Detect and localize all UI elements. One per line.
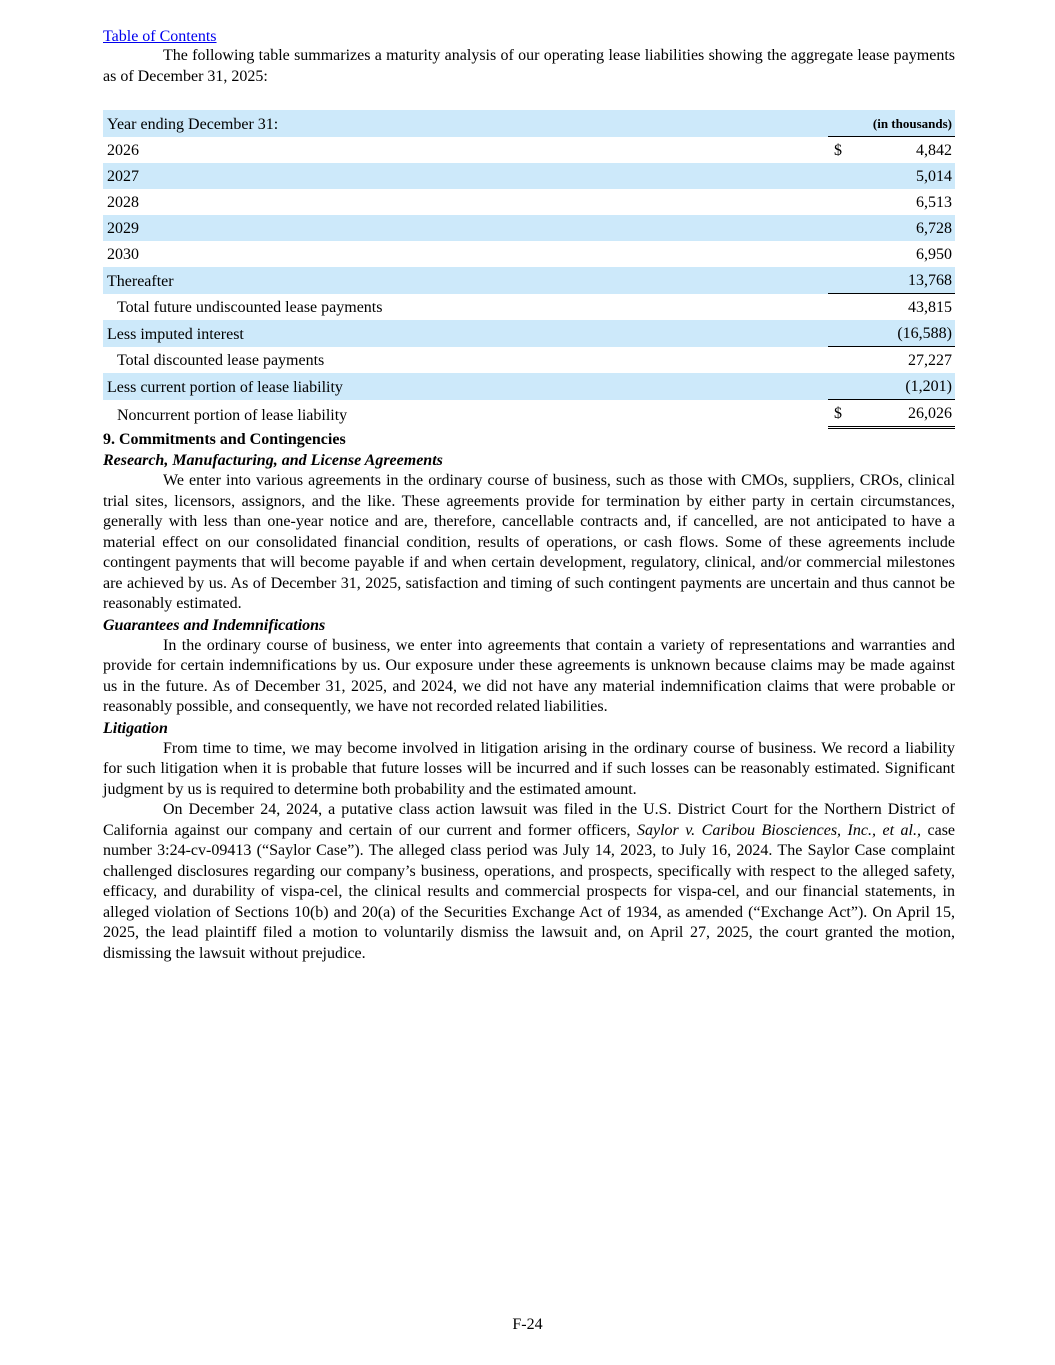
amount-cell: (1,201) bbox=[860, 373, 955, 400]
table-row: Noncurrent portion of lease liability $ 26,026 bbox=[103, 400, 955, 428]
table-row: Thereafter 13,768 bbox=[103, 267, 955, 294]
litigation-paragraph-2-text: case number 3:24-cv-09413 (“Saylor Case”). The alleged class period was July 14, 2023, to July 16, 2024. The Saylor Case complaint challenged disclosures regarding our company’s business, operations, and prospects, specifically with respect to the alleged safety, efficacy, and durability of vispa-cel, the clinical results and commercial prospects for vispa-cel, and our financial statements, in alleged violation of Sections 10(b) and 20(a) of the Securities Exchange Act of 1934, as amended (“Exchange Act”). On April 15, 2025, the lead plaintiff filed a motion to voluntarily dismiss the lawsuit and, on April 27, 2025, the court granted the motion, dismissing the lawsuit without prejudice. bbox=[103, 821, 956, 962]
case-name-italic: Saylor v. Caribou Biosciences, Inc., et al., bbox=[636, 821, 921, 839]
litigation-paragraph-1: From time to time, we may become involved in litigation arising in the ordinary course of business. We record a liability for such litigation when it is probable that future losses will be incurred and if such losses can be reasonably estimated. Significant judgment by us is required to determine both probability and the estimated amount. bbox=[103, 739, 955, 798]
amount-cell: 5,014 bbox=[916, 168, 952, 185]
litigation-paragraph-2 bbox=[103, 800, 955, 964]
lease-maturity-table bbox=[103, 110, 955, 429]
research-agreements-paragraph: We enter into various agreements in the ordinary course of business, such as those with CMOs, suppliers, CROs, clinical trial sites, licensors, assignors, and the like. These agreements provide for termination by either party in certain circumstances, generally with less than one-year notice and are, therefore, cancellable contracts and, if cancelled, are not anticipated to have a material effect on our consolidated financial condition, results of operations, or cash flows. Some of these agreements include contingent payments that will become payable if and when certain development, regulatory, clinical, and/or commercial milestones are achieved by us. As of December 31, 2025, satisfaction and timing of such contingent payments are uncertain and thus cannot be reasonably estimated. bbox=[103, 472, 955, 612]
amount-cell: 27,227 bbox=[908, 352, 952, 369]
amount-cell: (16,588) bbox=[860, 320, 955, 347]
table-row: Total future undiscounted lease payments 43,815 bbox=[103, 294, 955, 321]
dollar-sign bbox=[828, 373, 860, 400]
table-units-label: (in thousands) bbox=[828, 110, 955, 137]
table-of-contents-link[interactable]: Table of Contents bbox=[103, 28, 217, 45]
table-row: 2029 6,728 bbox=[103, 215, 955, 241]
dollar-sign bbox=[828, 294, 860, 321]
dollar-sign bbox=[828, 267, 860, 294]
table-row: 2030 6,950 bbox=[103, 241, 955, 267]
table-row: 2028 6,513 bbox=[103, 189, 955, 215]
dollar-sign bbox=[828, 320, 860, 347]
table-row: Less current portion of lease liability (1,201) bbox=[103, 373, 955, 400]
amount-cell: 26,026 bbox=[860, 400, 955, 428]
section-heading-commitments: 9. Commitments and Contingencies bbox=[103, 431, 346, 448]
amount-cell: 13,768 bbox=[860, 267, 955, 294]
table-header-row bbox=[103, 110, 955, 137]
intro-paragraph: The following table summarizes a maturity analysis of our operating lease liabilities showing the aggregate lease payments as of December 31, 2025: bbox=[103, 47, 955, 85]
dollar-sign bbox=[828, 189, 860, 215]
table-row: 2026 $ 4,842 bbox=[103, 137, 955, 164]
dollar-sign bbox=[828, 241, 860, 267]
dollar-sign: $ bbox=[834, 142, 842, 159]
sub-heading-research-agreements: Research, Manufacturing, and License Agreements bbox=[103, 452, 443, 469]
table-row: 2027 5,014 bbox=[103, 163, 955, 189]
table-row: Total discounted lease payments 27,227 bbox=[103, 347, 955, 374]
amount-cell: 6,513 bbox=[916, 194, 952, 211]
page-number: F-24 bbox=[512, 1316, 543, 1333]
litigation-paragraph-2-text: On December 24, 2024, a putative class action lawsuit was filed in the U.S. District Court for the Northern District of California against our company and certain of our current and former officers, bbox=[103, 801, 955, 839]
dollar-sign: $ bbox=[828, 400, 860, 428]
sub-heading-litigation: Litigation bbox=[103, 719, 168, 737]
amount-cell: 6,728 bbox=[916, 220, 952, 237]
dollar-sign bbox=[828, 347, 860, 374]
dollar-sign bbox=[828, 163, 860, 189]
amount-cell: 4,842 bbox=[916, 142, 952, 159]
amount-cell: 6,950 bbox=[916, 246, 952, 263]
amount-cell: 43,815 bbox=[908, 299, 952, 316]
table-header-label: Year ending December 31: bbox=[107, 115, 279, 133]
guarantees-paragraph: In the ordinary course of business, we enter into agreements that contain a variety of representations and warranties and provide for certain indemnifications by us. Our exposure under these agreements is unknown because claims may be made against us in the future. As of December 31, 2025, and 2024, we did not have any material indemnification claims that were probable or reasonably possible, and consequently, we have not recorded related liabilities. bbox=[103, 636, 955, 715]
table-row: Less imputed interest (16,588) bbox=[103, 320, 955, 347]
dollar-sign bbox=[828, 215, 860, 241]
sub-heading-guarantees: Guarantees and Indemnifications bbox=[103, 616, 326, 634]
